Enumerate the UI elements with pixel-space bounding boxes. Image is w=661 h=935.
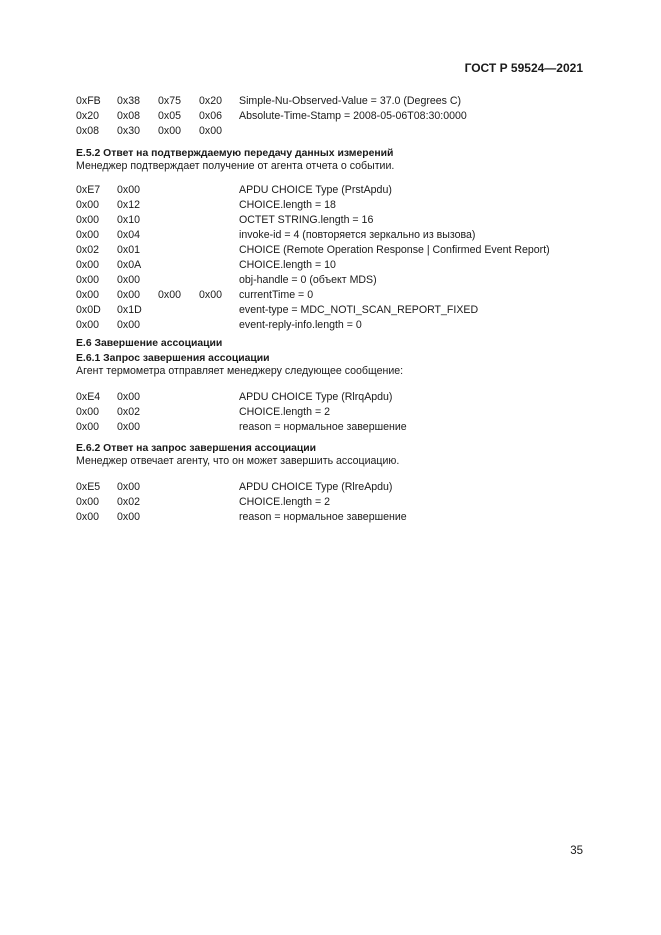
table-row <box>76 94 586 109</box>
table-row <box>76 273 586 288</box>
hex-byte-3: 0x00 <box>158 289 181 301</box>
hex-byte-2: 0x30 <box>117 125 140 137</box>
hex-byte-2: 0x38 <box>117 95 140 107</box>
hex-byte-2: 0x10 <box>117 214 140 226</box>
hex-byte-1: 0x0D <box>76 304 101 316</box>
hex-byte-2: 0x02 <box>117 496 140 508</box>
page-number: 35 <box>570 845 583 857</box>
table-row <box>76 258 586 273</box>
hex-byte-4: 0x00 <box>199 125 222 137</box>
hex-byte-4: 0x00 <box>199 289 222 301</box>
hex-table-block-1 <box>76 94 586 139</box>
section-e62-paragraph: Менеджер отвечает агенту, что он может завершить ассоциацию. <box>76 455 400 467</box>
table-row <box>76 228 586 243</box>
hex-byte-2: 0x1D <box>117 304 142 316</box>
hex-byte-2: 0x02 <box>117 406 140 418</box>
hex-byte-2: 0x00 <box>117 184 140 196</box>
hex-byte-1: 0x20 <box>76 110 99 122</box>
table-row <box>76 183 586 198</box>
table-row <box>76 390 586 405</box>
hex-byte-2: 0x08 <box>117 110 140 122</box>
hex-byte-1: 0x00 <box>76 421 99 433</box>
hex-byte-2: 0x04 <box>117 229 140 241</box>
section-e61-title: Е.6.1 Запрос завершения ассоциации <box>76 353 270 364</box>
hex-byte-1: 0x00 <box>76 199 99 211</box>
field-description: APDU CHOICE Type (RlreApdu) <box>239 481 393 493</box>
table-row <box>76 243 586 258</box>
field-description: CHOICE.length = 18 <box>239 199 336 211</box>
table-row <box>76 510 586 525</box>
document-id-header: ГОСТ Р 59524—2021 <box>464 61 583 75</box>
hex-byte-3: 0x05 <box>158 110 181 122</box>
field-description: CHOICE.length = 10 <box>239 259 336 271</box>
hex-byte-2: 0x00 <box>117 421 140 433</box>
hex-byte-1: 0x00 <box>76 229 99 241</box>
table-row <box>76 288 586 303</box>
hex-byte-2: 0x00 <box>117 391 140 403</box>
hex-byte-1: 0xFB <box>76 95 101 107</box>
hex-byte-3: 0x00 <box>158 125 181 137</box>
hex-byte-1: 0x00 <box>76 214 99 226</box>
table-row <box>76 405 586 420</box>
field-description: APDU CHOICE Type (RlrqApdu) <box>239 391 393 403</box>
table-row <box>76 420 586 435</box>
field-description: CHOICE (Remote Operation Response | Confirmed Event Report) <box>239 244 550 256</box>
field-description: currentTime = 0 <box>239 289 314 301</box>
hex-byte-2: 0x0A <box>117 259 142 271</box>
field-description: reason = нормальное завершение <box>239 511 407 523</box>
hex-byte-2: 0x00 <box>117 319 140 331</box>
section-e6-title: Е.6 Завершение ассоциации <box>76 338 223 349</box>
hex-byte-4: 0x20 <box>199 95 222 107</box>
field-description: APDU CHOICE Type (PrstApdu) <box>239 184 392 196</box>
hex-byte-2: 0x12 <box>117 199 140 211</box>
hex-byte-1: 0x00 <box>76 274 99 286</box>
table-row <box>76 109 586 124</box>
field-description: event-type = MDC_NOTI_SCAN_REPORT_FIXED <box>239 304 479 316</box>
hex-byte-1: 0x00 <box>76 406 99 418</box>
hex-byte-1: 0x08 <box>76 125 99 137</box>
table-row <box>76 198 586 213</box>
hex-table-block-4 <box>76 480 586 525</box>
section-e62-title: Е.6.2 Ответ на запрос завершения ассоциации <box>76 443 317 454</box>
hex-table-block-2 <box>76 183 586 333</box>
hex-byte-1: 0x00 <box>76 511 99 523</box>
field-description: CHOICE.length = 2 <box>239 406 330 418</box>
field-description: OCTET STRING.length = 16 <box>239 214 374 226</box>
table-row <box>76 480 586 495</box>
hex-byte-2: 0x00 <box>117 511 140 523</box>
field-description: reason = нормальное завершение <box>239 421 407 433</box>
section-e52-paragraph: Менеджер подтверждает получение от агента отчета о событии. <box>76 160 395 172</box>
field-description: event-reply-info.length = 0 <box>239 319 362 331</box>
field-description: obj-handle = 0 (объект MDS) <box>239 274 377 286</box>
hex-byte-1: 0x00 <box>76 259 99 271</box>
table-row <box>76 303 586 318</box>
table-row <box>76 318 586 333</box>
hex-byte-2: 0x00 <box>117 289 140 301</box>
hex-byte-1: 0x00 <box>76 289 99 301</box>
hex-byte-4: 0x06 <box>199 110 222 122</box>
hex-byte-1: 0xE4 <box>76 391 101 403</box>
hex-byte-2: 0x01 <box>117 244 140 256</box>
table-row <box>76 495 586 510</box>
hex-byte-1: 0x02 <box>76 244 99 256</box>
hex-byte-3: 0x75 <box>158 95 181 107</box>
table-row <box>76 124 586 139</box>
hex-byte-1: 0xE7 <box>76 184 101 196</box>
hex-byte-1: 0xE5 <box>76 481 101 493</box>
field-description: Simple-Nu-Observed-Value = 37.0 (Degrees C) <box>239 95 462 107</box>
field-description: CHOICE.length = 2 <box>239 496 330 508</box>
hex-byte-2: 0x00 <box>117 274 140 286</box>
section-e52-title: Е.5.2 Ответ на подтверждаемую передачу данных измерений <box>76 148 394 159</box>
hex-byte-1: 0x00 <box>76 319 99 331</box>
hex-table-block-3 <box>76 390 586 435</box>
field-description: invoke-id = 4 (повторяется зеркально из вызова) <box>239 229 476 241</box>
section-e61-paragraph: Агент термометра отправляет менеджеру следующее сообщение: <box>76 365 404 377</box>
hex-byte-2: 0x00 <box>117 481 140 493</box>
table-row <box>76 213 586 228</box>
hex-byte-1: 0x00 <box>76 496 99 508</box>
field-description: Absolute-Time-Stamp = 2008-05-06T08:30:0000 <box>239 110 467 122</box>
